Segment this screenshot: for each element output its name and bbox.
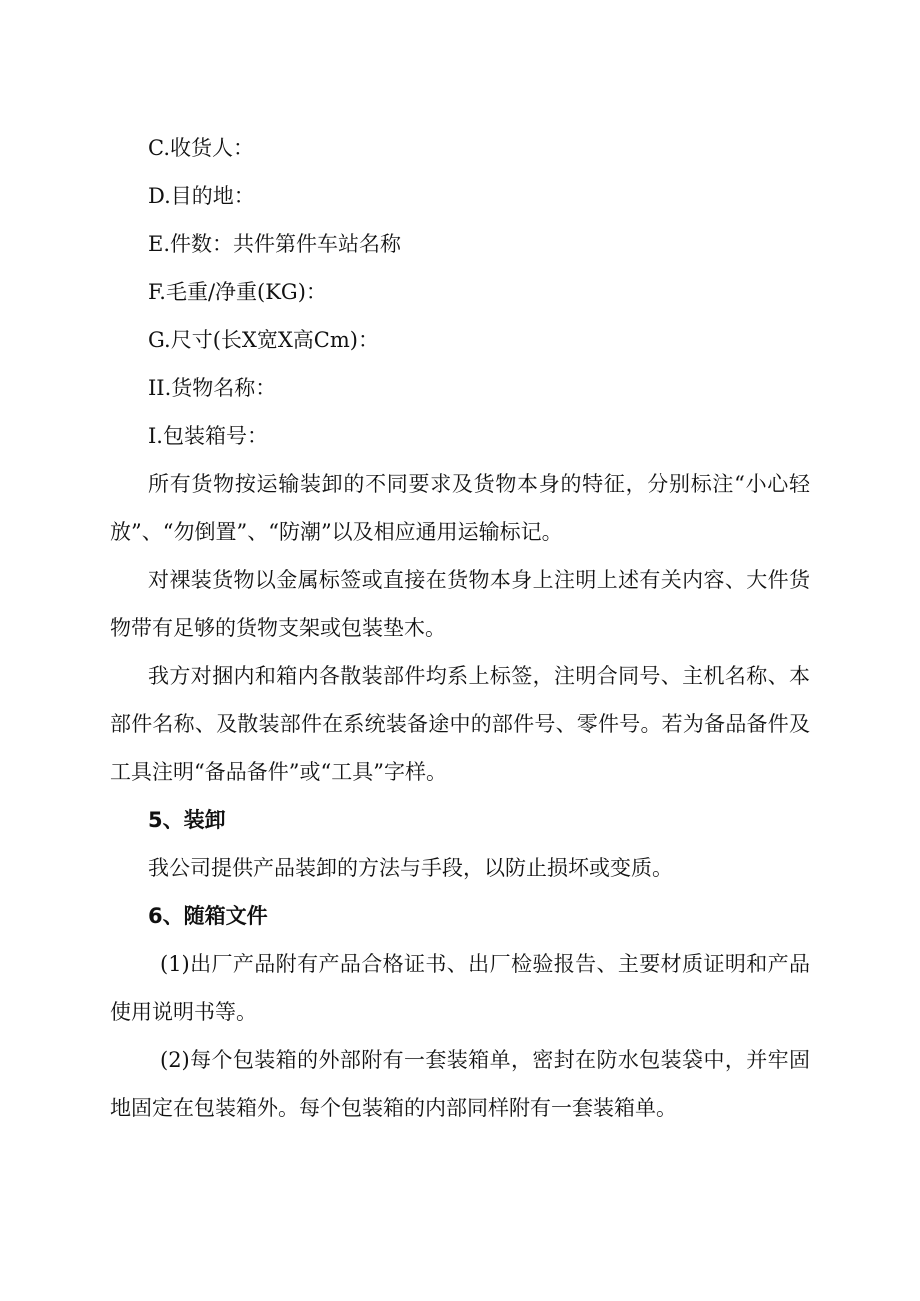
section-heading-documents: 6、随箱文件: [148, 904, 268, 928]
field-destination: D.目的地：: [148, 184, 255, 208]
list-item-documents-1: (1)出厂产品附有产品合格证书、出厂检验报告、主要材质证明和产品使用说明书等。: [110, 952, 810, 1024]
field-box-number: I.包装箱号：: [148, 424, 268, 448]
list-item-documents-2: (2)每个包装箱的外部附有一套装箱单，密封在防水包装袋中，并牢固地固定在包装箱外。每个包装箱的内部同样附有一套装箱单。: [110, 1048, 810, 1120]
paragraph-labels: 我方对捆内和箱内各散装部件均系上标签，注明合同号、主机名称、本部件名称、及散装部件在系统装备途中的部件号、零件号。若为备品备件及工具注明“备品备件”或“工具”字样。: [110, 664, 810, 784]
paragraph-marking: 所有货物按运输装卸的不同要求及货物本身的特征，分别标注“小心轻放”、“勿倒置”、“防潮”以及相应通用运输标记。: [110, 472, 810, 544]
field-consignee: C.收货人：: [148, 136, 254, 160]
paragraph-bare-goods: 对裸装货物以金属标签或直接在货物本身上注明上述有关内容、大件货物带有足够的货物支架或包装垫木。: [110, 568, 810, 640]
document-body: [110, 124, 810, 1132]
section-heading-loading: 5、装卸: [148, 808, 226, 832]
field-goods-name: II.货物名称：: [148, 376, 277, 400]
field-dimensions: G.尺寸(长X宽X高Cm)：: [148, 328, 379, 352]
field-weight: F.毛重/净重(KG)：: [148, 280, 327, 304]
field-piece-count: E.件数：共件第件车站名称: [148, 232, 402, 256]
paragraph-loading: 我公司提供产品装卸的方法与手段，以防止损坏或变质。: [148, 856, 673, 880]
